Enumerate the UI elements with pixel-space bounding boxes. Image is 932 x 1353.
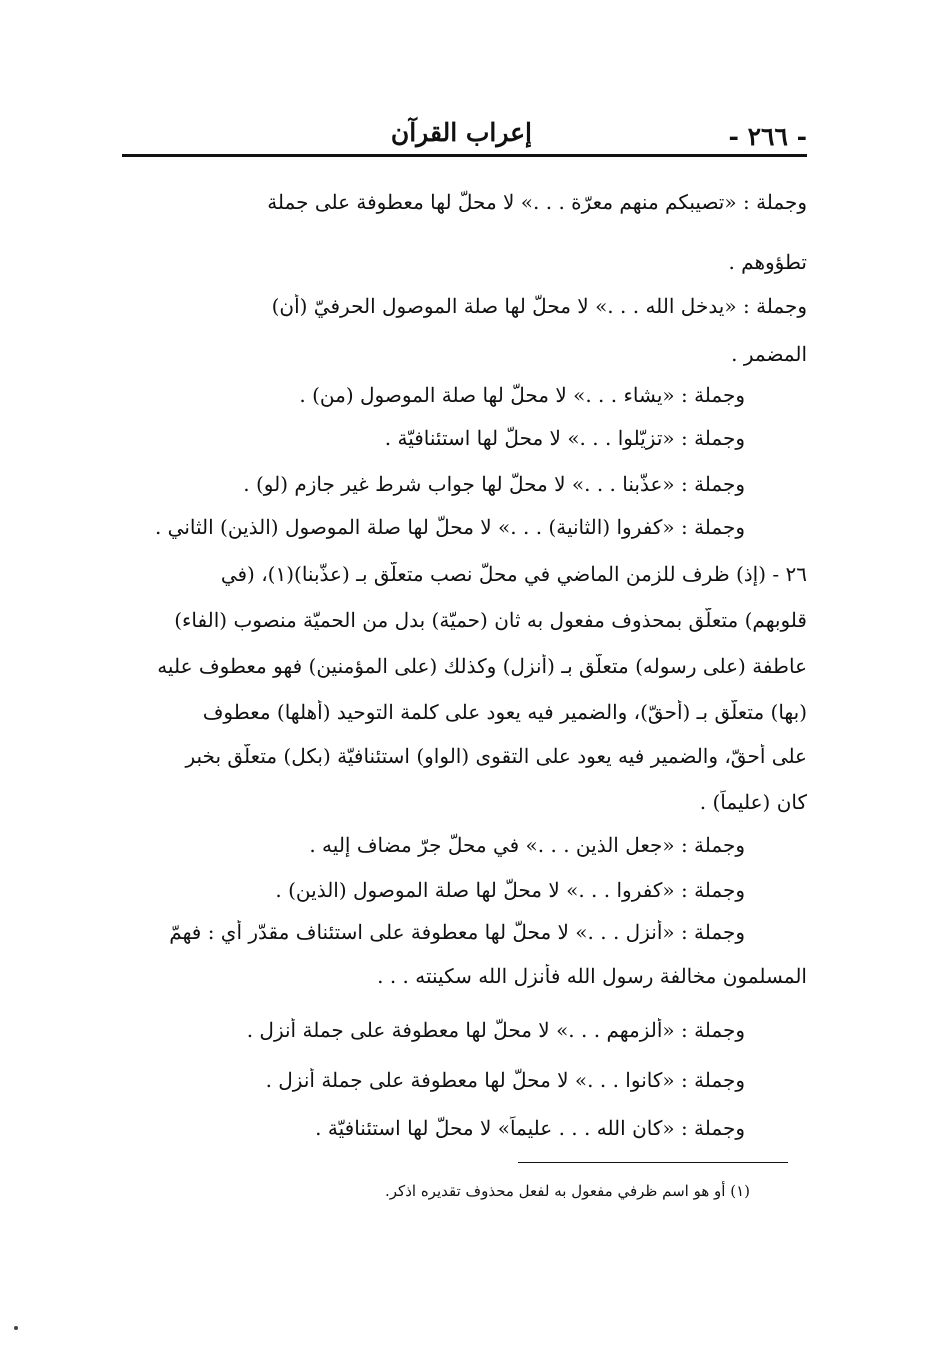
text-line: وجملة : «أنزل . . .» لا محلّ لها معطوفة على استئناف مقدّر أي : فهمّ [169,920,745,944]
header-rule [122,154,807,157]
text-line: وجملة : «كفروا (الثانية) . . .» لا محلّ لها صلة الموصول (الذين) الثاني . [154,515,745,539]
text-line: وجملة : «كان الله . . . عليماً» لا محلّ لها استئنافيّة . [315,1116,745,1140]
book-title: إعراب القرآن [390,118,532,147]
page-number: - ٢٦٦ - [728,122,807,151]
text-line: وجملة : «كانوا . . .» لا محلّ لها معطوفة على جملة أنزل . [265,1068,745,1092]
text-line: كان (عليماً) . [699,790,807,814]
text-line: وجملة : «تصيبكم منهم معرّة . . .» لا محلّ لها معطوفة على جملة [267,190,807,214]
text-line: وجملة : «تزيّلوا . . .» لا محلّ لها استئنافيّة . [384,426,745,450]
footnote: (١) أو هو اسم ظرفي مفعول به لفعل محذوف تقديره اذكر. [385,1182,750,1200]
text-line: على أحقّ، والضمير فيه يعود على التقوى (الواو) استئنافيّة (بكل) متعلّق بخبر [185,744,807,768]
text-line: تطؤوهم . [728,250,807,274]
text-line: وجملة : «ألزمهم . . .» لا محلّ لها معطوفة على جملة أنزل . [246,1018,745,1042]
text-line: وجملة : «يشاء . . .» لا محلّ لها صلة الموصول (من) . [299,383,745,407]
text-line: وجملة : «عذّبنا . . .» لا محلّ لها جواب شرط غير جازم (لو) . [243,472,745,496]
text-line: المضمر . [731,342,807,366]
text-line: وجملة : «جعل الذين . . .» في محلّ جرّ مضاف إليه . [309,833,745,857]
page-header [122,118,807,154]
text-line: عاطفة (على رسوله) متعلّق بـ (أنزل) وكذلك (على المؤمنين) فهو معطوف عليه [157,654,807,678]
text-line: وجملة : «كفروا . . .» لا محلّ لها صلة الموصول (الذين) . [275,878,745,902]
text-line: (بها) متعلّق بـ (أحقّ)، والضمير فيه يعود على كلمة التوحيد (أهلها) معطوف [202,700,807,724]
footnote-rule [518,1162,788,1163]
text-line: وجملة : «يدخل الله . . .» لا محلّ لها صلة الموصول الحرفيّ (أن) [271,294,807,318]
text-line: المسلمون مخالفة رسول الله فأنزل الله سكينته . . . [377,964,807,988]
text-line: ٢٦ - (إذ) ظرف للزمن الماضي في محلّ نصب متعلّق بـ (عذّبنا)(١)، (في [220,562,807,586]
text-line: قلوبهم) متعلّق بمحذوف مفعول به ثان (حميّة) بدل من الحميّة منصوب (الفاء) [174,608,807,632]
scan-speck [14,1326,18,1330]
